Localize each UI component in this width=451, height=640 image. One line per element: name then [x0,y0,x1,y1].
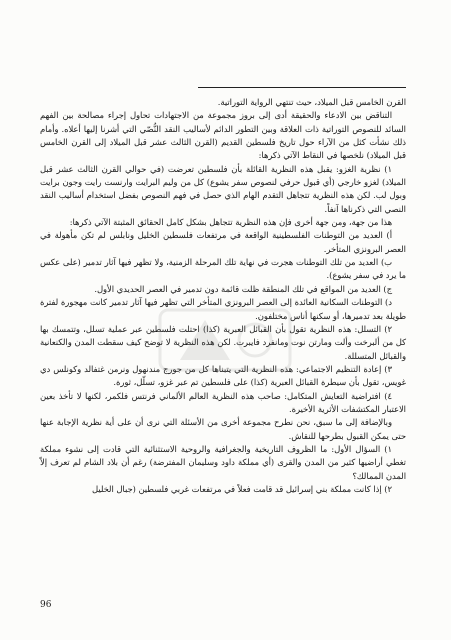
paragraph: التناقض بين الادعاء والحقيقة أدى إلى بروز مجموعة من الاجتهادات تحاول إجراء مصالحة بين الفهم السائد للنصوص التوراتية ذات العلاقة وبين التطور الدائم لأساليب النقد النُّصّي التي أشرنا إليها أعلاه. وأمام ذلك نشأت كثل من الآراء حول تاريخ فلسطين القديم (القرن الثالث عشر قبل الميلاد إلى القرن الخامس قبل الميلاد) نلخصها في النقاط الآتي ذكرها: [40,110,406,161]
paragraph: وبالإضافة إلى ما سبق، نحن نطرح مجموعة أخرى من الأسئلة التي نرى أن على أية نظرية الإجابة عنها حتى يمكن القبول بطرحها للنقاش. [40,417,406,441]
paragraph: هذا من جهة، ومن جهة أخرى فإن هذه النظرية تتجاهل بشكل كامل الحقائق المثبتة الآتي ذكرها: [69,217,392,228]
paragraph: ١) السؤال الأول: ما الظروف التاريخية والجغرافية والروحية الاستثنائية التي قادت إلى نشوء مملكة تغطي أراضيها كثير من المدن والقرى (أي مملكة داود وسليمان المفترضة) رغم أن بلاد الشام لم تعرف إلاّ المدن الممالك؟ [40,443,406,481]
body-text [40,96,406,496]
paragraph: ٤) افتراضية التعايش المتكامل: صاحب هذه النظرية العالم الألماني فرنتس فلكمر، لكنها لا تأخذ بعين الاعتبار المكتشفات الأثرية الأخيرة. [40,390,406,414]
paragraph: ١) نظرية الغزو: يقبل هذه النظرية القائلة بأن فلسطين تعرضت (في حوالي القرن الثالث عشر قبل الميلاد) لغزو خارجي (أي قبول حرفي لنصوص سفر يشوع) كل من وليم البرايت وارنست رايت وجون برايت وبول لب. لكن هذه النظرية تتجاهل التقدم الهام الذي حصل في فهم النصوص بفضل استخدام أساليب النقد النصي التي ذكرناها آنفاً. [40,163,406,214]
paragraph: القرن الخامس قبل الميلاد، حيث تنتهي الرواية التوراتية. [217,97,406,107]
paragraph: ٢) إذا كانت مملكة بني إسرائيل قد قامت فعلاً في مرتفعات غربي فلسطين (جبال الخليل [92,483,392,494]
paragraph: ب) العديد من تلك التوطنات هجرت في نهاية تلك المرحلة الزمنية، ولا تظهر فيها آثار تدمير (على عكس ما يرد في سفر يشوع). [40,257,406,281]
page-number: 96 [40,600,52,610]
paragraph: أ) العديد من التوطنات الفلسطينية الواقعة في مرتفعات فلسطين الخليل ونابلس لم تكن مأهولة في العصر البرونزي المتأخر. [40,230,406,254]
paragraph: ٣) إعادة التنظيم الاجتماعي: هذه النظرية التي يتبناها كل من جورج مندنهول ونرمن غتفالد وكونلس دي غويس، تقول بأن سيطرة القبائل العبرية (كذا) على فلسطين تم عبر غزو، تسلّل، ثورة. [40,363,406,388]
footnote-divider-rule [198,87,406,88]
paragraph: ج) العديد من المواقع في تلك المنطقة ظلت قائمة دون تدمير في العصر الحديدي الأول. [94,283,392,294]
paragraph: د) التوطنات السكانية العائدة إلى العصر البرونزي المتأخر التي تظهر فيها آثار تدمير كانت مهجورة لفترة طويلة بعد تدميرها، أو سكنها أناس مختلفون. [40,297,406,321]
paragraph: ٢) التسلل: هذه النظرية تقول بأن القبائل العبرية (كذا) احتلت فلسطين عبر عملية تسلل، وتتمسك بها كل من ألبرخت وألت ومارتن نوت ومانفرد فايبرت. لكن هذه النظرية لا توضح كيف سقطت المدن والكنعانية والقبائل المتسللة. [40,323,406,361]
